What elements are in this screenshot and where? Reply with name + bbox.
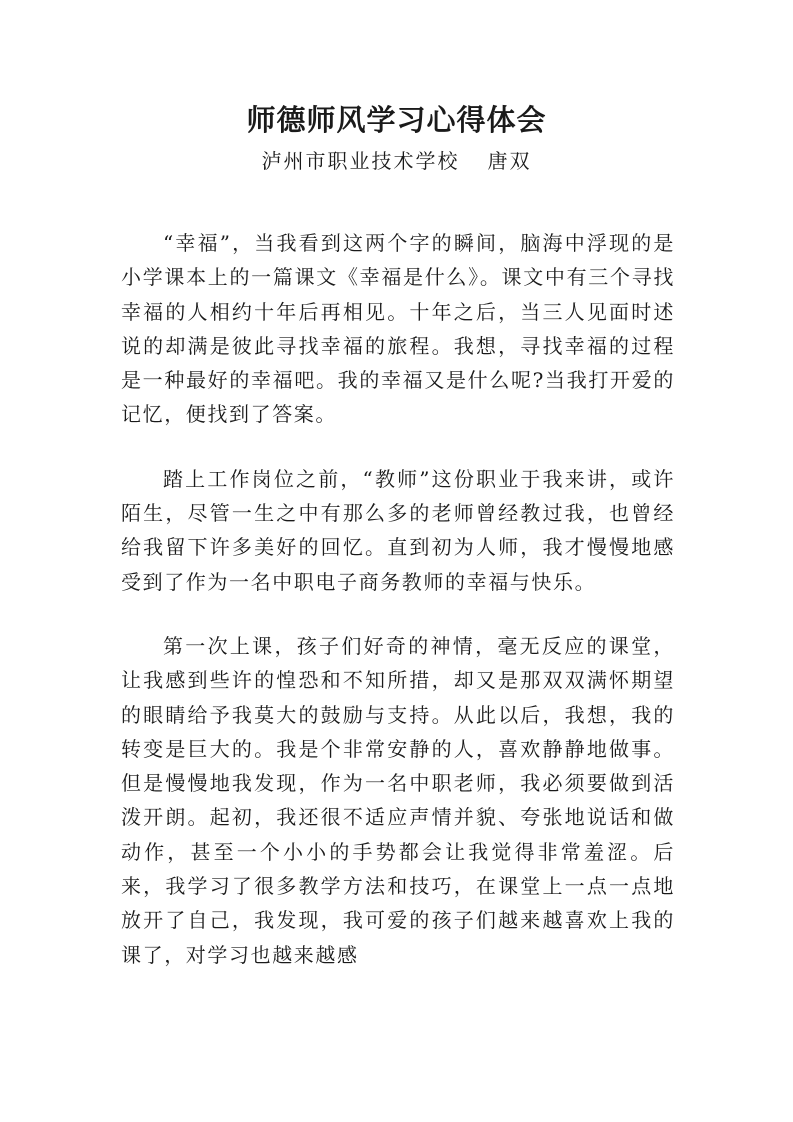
author-name: 唐双 [487, 149, 532, 173]
author-school: 泸州市职业技术学校 [261, 149, 460, 173]
paragraph-1: “幸福”，当我看到这两个字的瞬间，脑海中浮现的是小学课本上的一篇课文《幸福是什么》。课文中有三个寻找幸福的人相约十年后再相见。十年之后，当三人见面时述说的却满是彼此寻找幸福的旅程。我想，寻找幸福的过程是一种最好的幸福吧。我的幸福又是什么呢?当我打开爱的记忆，便找到了答案。 [121, 231, 675, 427]
paragraph-2: 踏上工作岗位之前，“教师”这份职业于我来讲，或许陌生，尽管一生之中有那么多的老师曾经教过我，也曾经给我留下许多美好的回忆。直到初为人师，我才慢慢地感受到了作为一名中职电子商务教师的幸福与快乐。 [121, 466, 675, 594]
document-body [121, 226, 675, 1002]
paragraph-3: 第一次上课，孩子们好奇的神情，毫无反应的课堂，让我感到些许的惶恐和不知所措，却又是那双双满怀期望的眼睛给予我莫大的鼓励与支持。从此以后，我想，我的转变是巨大的。我是个非常安静的人，喜欢静静地做事。但是慢慢地我发现，作为一名中职老师，我必须要做到活泼开朗。起初，我还很不适应声情并貌、夸张地说话和做动作，甚至一个小小的手势都会让我觉得非常羞涩。后来，我学习了很多教学方法和技巧，在课堂上一点一点地放开了自己，我发现，我可爱的孩子们越来越喜欢上我的课了，对学习也越来越感 [121, 633, 675, 967]
author-line [0, 146, 793, 176]
document-title: 师德师风学习心得体会 [246, 103, 547, 137]
